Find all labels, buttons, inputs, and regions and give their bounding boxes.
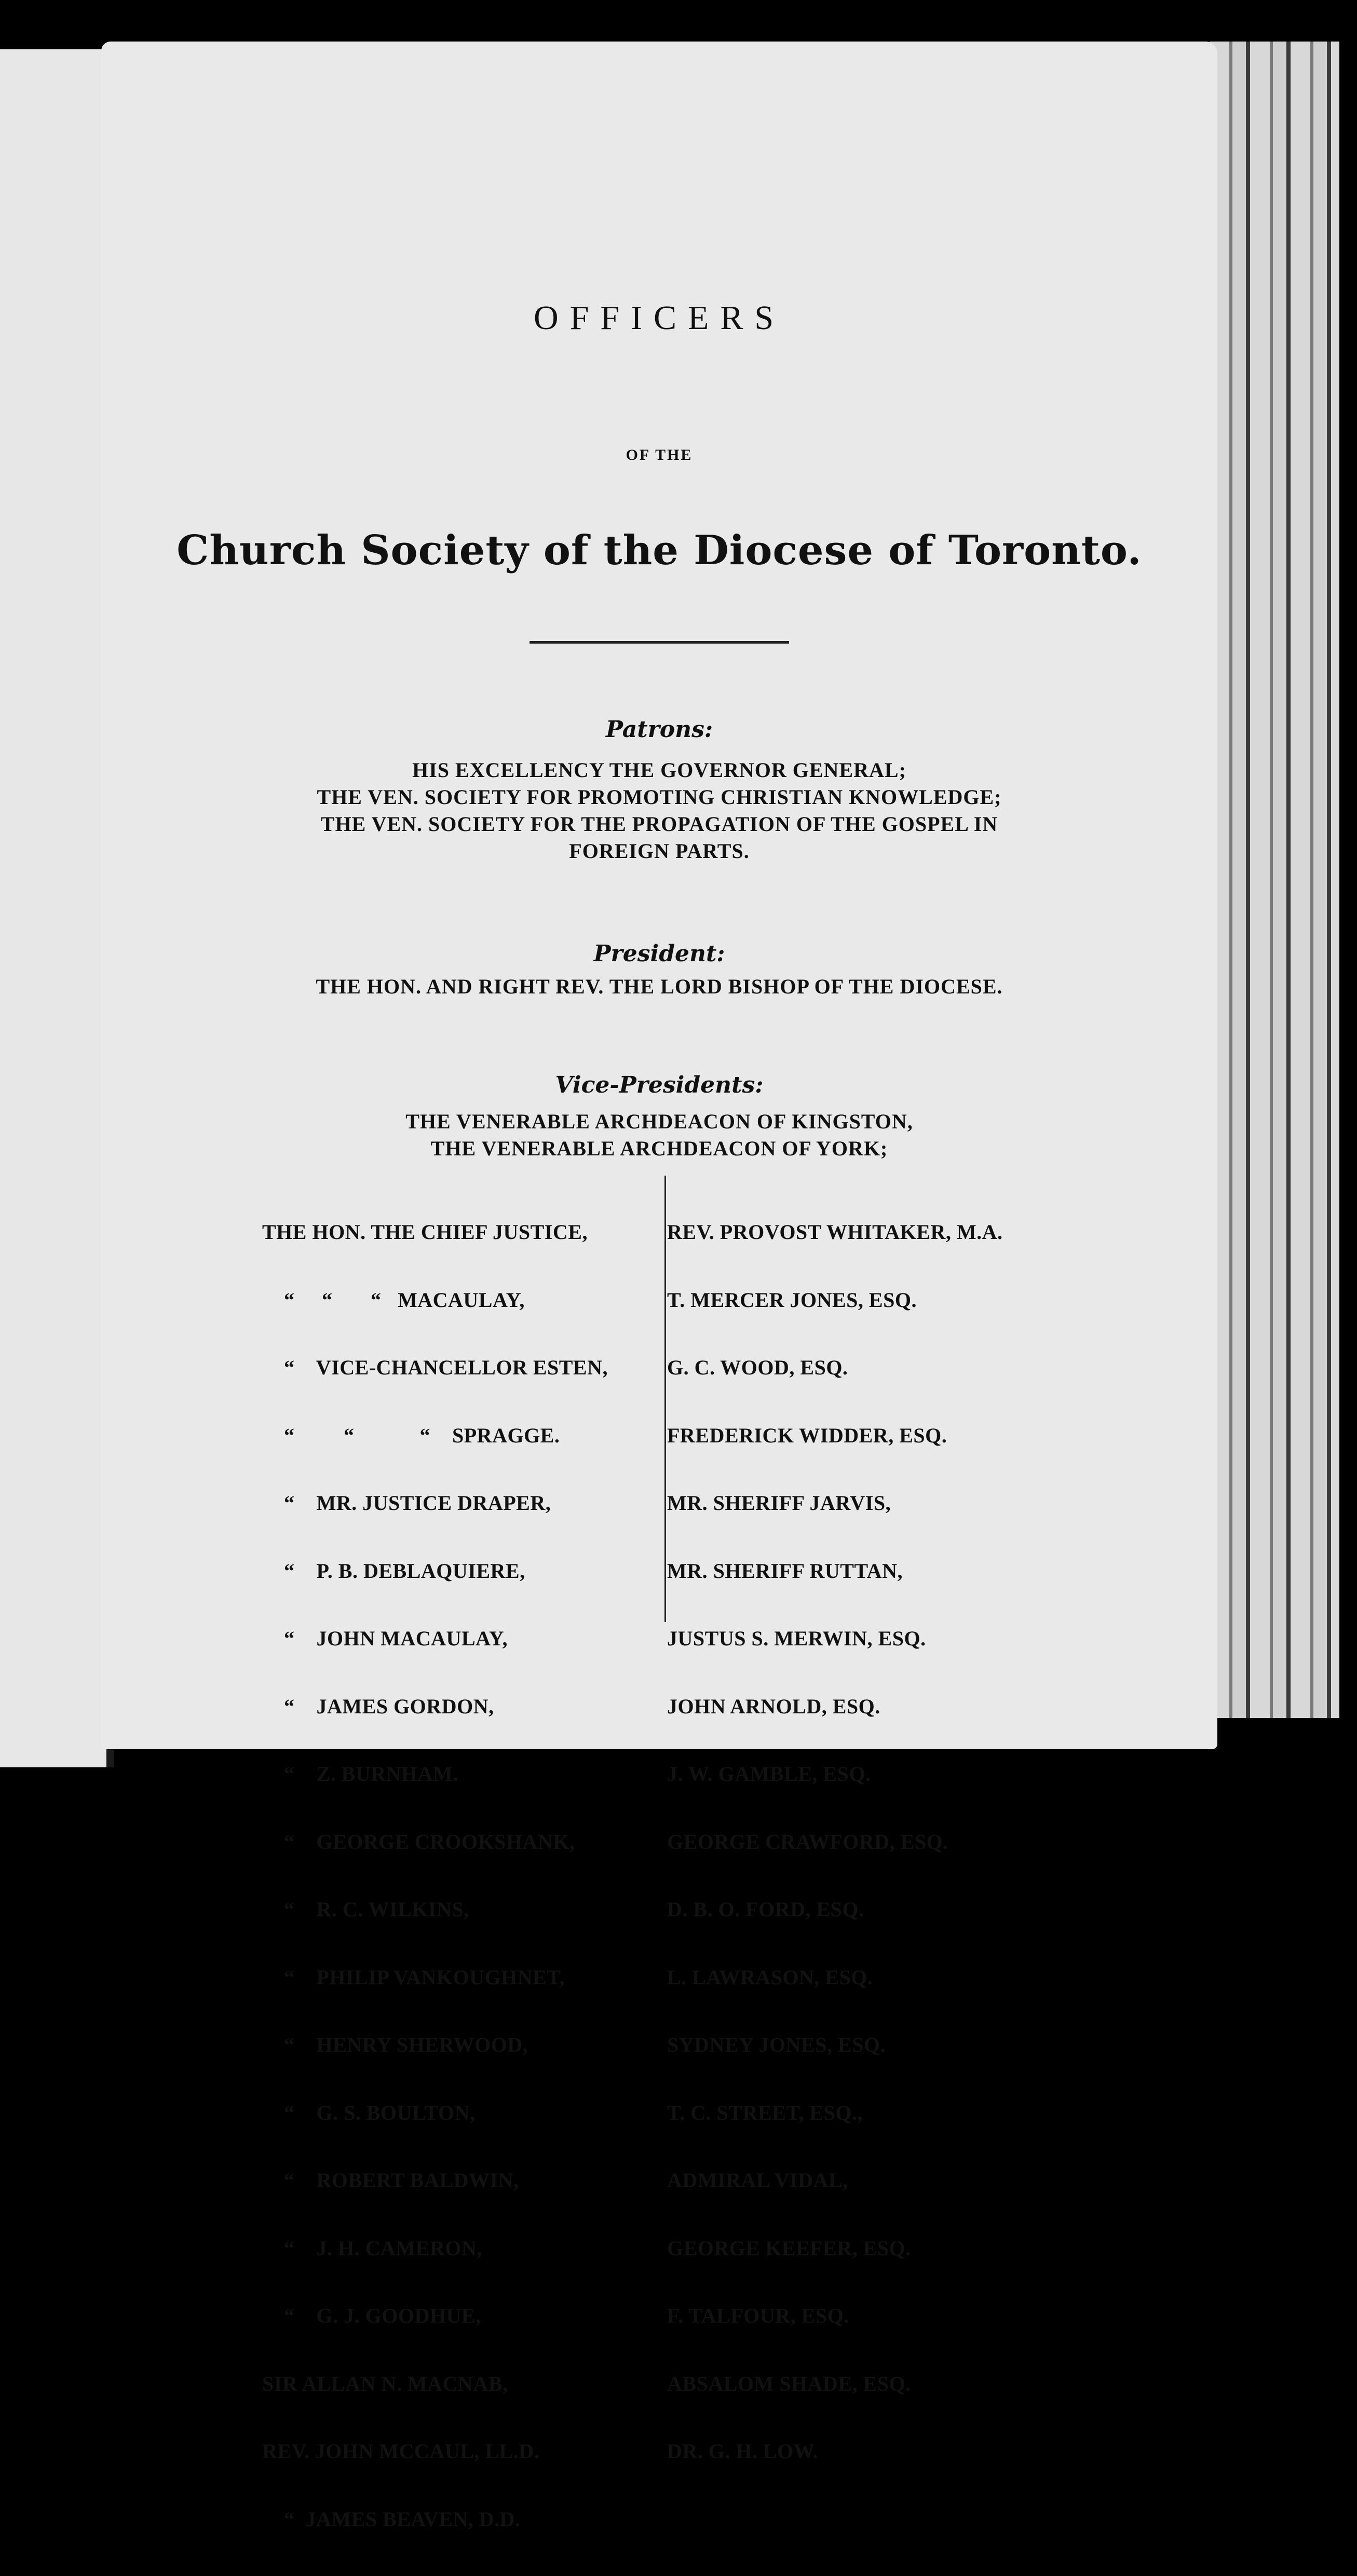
vp-left-entry: “ HENRY SHERWOOD, <box>262 2033 528 2056</box>
vp-right-entry: DR. G. H. LOW. <box>667 2439 819 2463</box>
vice-presidents-main <box>101 1108 1217 1162</box>
vp-left-entry: “ JAMES GORDON, <box>262 1694 494 1718</box>
patron-line: THE VEN. SOCIETY FOR PROMOTING CHRISTIAN KNOWLEDGE; <box>317 785 1002 809</box>
vp-right-column <box>667 1176 1134 2508</box>
vp-left-entry: “ Z. BURNHAM. <box>262 1762 458 1786</box>
vp-left-entry: “ G. J. GOODHUE, <box>262 2304 481 2327</box>
vp-right-entry: JUSTUS S. MERWIN, ESQ. <box>667 1627 926 1650</box>
vp-right-entry: JOHN ARNOLD, ESQ. <box>667 1694 880 1718</box>
patrons-list <box>101 757 1217 865</box>
vp-right-entry: REV. PROVOST WHITAKER, M.A. <box>667 1220 1003 1244</box>
vp-right-entry: T. MERCER JONES, ESQ. <box>667 1288 917 1312</box>
vp-right-entry: MR. SHERIFF RUTTAN, <box>667 1559 903 1583</box>
page-title: OFFICERS <box>533 299 785 337</box>
vp-left-entry: “ PHILIP VANKOUGHNET, <box>262 1965 565 1989</box>
vp-main-line: THE VENERABLE ARCHDEACON OF KINGSTON, <box>405 1110 913 1133</box>
vp-left-entry: “ R. C. WILKINS, <box>262 1898 469 1921</box>
vp-right-entry: GEORGE KEEFER, ESQ. <box>667 2236 911 2260</box>
page-edges <box>1210 42 1339 1718</box>
vp-right-entry: ABSALOM SHADE, ESQ. <box>667 2371 911 2395</box>
vp-right-entry: ADMIRAL VIDAL, <box>667 2169 848 2192</box>
divider-rule <box>530 641 789 644</box>
vp-right-entry: GEORGE CRAWFORD, ESQ. <box>667 1830 948 1853</box>
vp-right-entry: T. C. STREET, ESQ., <box>667 2101 863 2124</box>
vp-left-entry: “ G. S. BOULTON, <box>262 2101 476 2124</box>
vp-right-entry: SYDNEY JONES, ESQ. <box>667 2033 886 2056</box>
vp-main-line: THE VENERABLE ARCHDEACON OF YORK; <box>430 1137 888 1160</box>
society-name: Church Society of the Diocese of Toronto. <box>177 527 1142 574</box>
document-page <box>101 42 1217 2531</box>
vp-left-entry: “ JOHN MACAULAY, <box>262 1627 508 1650</box>
facing-page-edge <box>0 49 114 1767</box>
vp-right-entry: J. W. GAMBLE, ESQ. <box>667 1762 871 1786</box>
of-the-label: OF THE <box>626 446 693 464</box>
column-divider <box>664 1176 666 1622</box>
vp-right-entry: MR. SHERIFF JARVIS, <box>667 1491 891 1515</box>
patron-line: FOREIGN PARTS. <box>569 839 750 863</box>
patrons-heading: Patrons: <box>605 716 713 743</box>
vp-right-entry: F. TALFOUR, ESQ. <box>667 2304 849 2327</box>
vp-left-entry: “ ROBERT BALDWIN, <box>262 2169 519 2192</box>
vp-left-entry: “ P. B. DEBLAQUIERE, <box>262 1559 525 1583</box>
vp-left-entry: “ MR. JUSTICE DRAPER, <box>262 1491 551 1515</box>
vp-left-entry: “ JAMES BEAVEN, D.D. <box>262 2507 521 2531</box>
vp-left-entry: THE HON. THE CHIEF JUSTICE, <box>262 1220 588 1244</box>
vp-left-entry: “ “ “ SPRAGGE. <box>262 1423 560 1447</box>
vp-left-entry: “ VICE-CHANCELLOR ESTEN, <box>262 1356 608 1379</box>
vp-left-entry: “ “ “ MACAULAY, <box>262 1288 525 1312</box>
vp-left-entry: REV. JOHN MCCAUL, LL.D. <box>262 2439 540 2463</box>
vice-presidents-heading: Vice-Presidents: <box>555 1072 764 1098</box>
vp-left-entry: “ J. H. CAMERON, <box>262 2236 482 2260</box>
patron-line: THE VEN. SOCIETY FOR THE PROPAGATION OF THE GOSPEL IN <box>320 812 998 836</box>
vp-left-entry: “ GEORGE CROOKSHANK, <box>262 1830 575 1853</box>
vp-right-entry: L. LAWRASON, ESQ. <box>667 1965 873 1989</box>
president-line: THE HON. AND RIGHT REV. THE LORD BISHOP OF THE DIOCESE. <box>316 975 1003 998</box>
vp-right-entry: G. C. WOOD, ESQ. <box>667 1356 848 1379</box>
vp-left-entry: SIR ALLAN N. MACNAB, <box>262 2371 508 2395</box>
vp-right-entry: FREDERICK WIDDER, ESQ. <box>667 1423 947 1447</box>
president-heading: President: <box>593 941 725 967</box>
patron-line: HIS EXCELLENCY THE GOVERNOR GENERAL; <box>412 758 906 782</box>
vp-right-entry: D. B. O. FORD, ESQ. <box>667 1898 864 1921</box>
